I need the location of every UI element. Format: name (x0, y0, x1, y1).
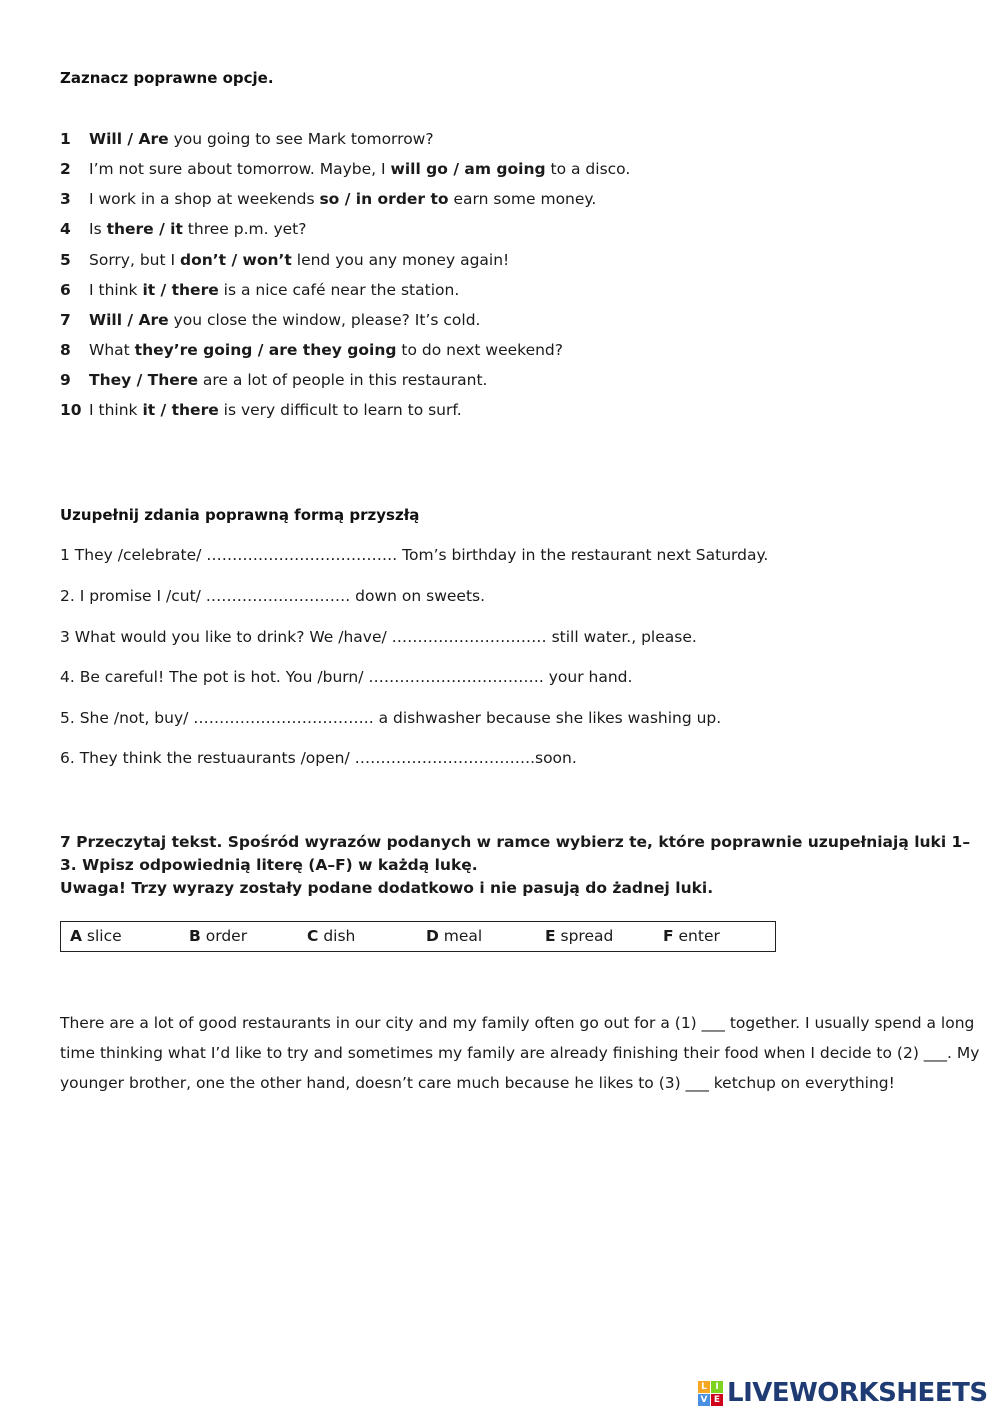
question-text-after: is a nice café near the station. (218, 281, 460, 299)
question-number: 7 (60, 311, 71, 329)
fill-in-sentence[interactable]: 5. She /not, buy/ …………………………….. a dishwasher because she likes washing up. (60, 709, 722, 727)
question-text-after: is very difficult to learn to surf. (218, 401, 462, 419)
instruction-line: 7 Przeczytaj tekst. Spośród wyrazów podanych w ramce wybierz te, które poprawnie uzupełniają luki 1– (60, 833, 971, 851)
fill-in-sentence[interactable]: 3 What would you like to drink? We /have/ ………………………… still water., please. (60, 628, 697, 646)
question-item (60, 159, 630, 179)
option-word: slice (82, 927, 122, 945)
option-letter: F (663, 927, 674, 945)
question-text-after: to a disco. (545, 160, 631, 178)
logo-tile: V (698, 1394, 710, 1406)
question-number: 4 (60, 220, 71, 238)
answer-options[interactable]: it / there (142, 281, 219, 299)
option-letter: C (307, 927, 319, 945)
task7-instructions (60, 831, 971, 900)
word-option (545, 927, 613, 945)
question-text-before: I work in a shop at weekends (89, 190, 320, 208)
reading-text-line[interactable]: younger brother, one the other hand, doesn’t care much because he likes to (3) ___ ketchup on everything! (60, 1074, 895, 1092)
question-text-before: What (89, 341, 135, 359)
question-item (60, 219, 306, 239)
section1-heading: Zaznacz poprawne opcje. (60, 69, 274, 87)
question-text-after: you close the window, please? It’s cold. (168, 311, 481, 329)
fill-in-sentence[interactable]: 4. Be careful! The pot is hot. You /burn/ ……………………………. your hand. (60, 668, 633, 686)
question-item (60, 129, 434, 149)
question-number: 8 (60, 341, 71, 359)
question-text-before: Sorry, but I (89, 251, 180, 269)
answer-options[interactable]: there / it (106, 220, 183, 238)
answer-options[interactable]: so / in order to (319, 190, 449, 208)
option-letter: A (70, 927, 82, 945)
answer-options[interactable]: Will / Are (89, 311, 169, 329)
answer-options[interactable]: will go / am going (390, 160, 546, 178)
word-option (307, 927, 355, 945)
question-item (60, 400, 462, 420)
section2-heading: Uzupełnij zdania poprawną formą przyszłą (60, 506, 420, 524)
question-number: 5 (60, 251, 71, 269)
option-letter: E (545, 927, 556, 945)
question-text-after: lend you any money again! (291, 251, 510, 269)
word-option (70, 927, 122, 945)
word-option (189, 927, 247, 945)
question-text-after: three p.m. yet? (182, 220, 307, 238)
word-option (426, 927, 482, 945)
reading-text-line[interactable]: There are a lot of good restaurants in our city and my family often go out for a (1) ___ together. I usually spend a long (60, 1014, 975, 1032)
fill-in-sentence[interactable]: 1 They /celebrate/ ………………………………. Tom’s birthday in the restaurant next Saturday. (60, 546, 769, 564)
option-word: order (200, 927, 248, 945)
logo-mark-icon (698, 1381, 723, 1406)
question-item (60, 189, 596, 209)
reading-text (60, 1008, 980, 1098)
liveworksheets-logo (698, 1379, 988, 1407)
question-text-before: I’m not sure about tomorrow. Maybe, I (89, 160, 391, 178)
logo-text: LIVEWORKSHEETS (727, 1378, 988, 1408)
option-word: meal (438, 927, 483, 945)
option-word: enter (673, 927, 720, 945)
question-number: 2 (60, 160, 71, 178)
question-text-after: are a lot of people in this restaurant. (197, 371, 488, 389)
instruction-line: Uwaga! Trzy wyrazy zostały podane dodatkowo i nie pasują do żadnej luki. (60, 879, 714, 897)
option-letter: D (426, 927, 439, 945)
question-item (60, 340, 563, 360)
question-text-before: I think (89, 401, 143, 419)
question-number: 9 (60, 371, 71, 389)
answer-options[interactable]: Will / Are (89, 130, 169, 148)
answer-options[interactable]: don’t / won’t (180, 251, 292, 269)
question-number: 6 (60, 281, 71, 299)
question-text-before: Is (89, 220, 107, 238)
logo-tile: I (711, 1381, 723, 1393)
fill-in-sentence[interactable]: 2. I promise I /cut/ ………………………. down on sweets. (60, 587, 486, 605)
instruction-line: 3. Wpisz odpowiednią literę (A–F) w każdą lukę. (60, 856, 478, 874)
question-text-after: earn some money. (448, 190, 597, 208)
word-option (663, 927, 720, 945)
question-item (60, 370, 487, 390)
question-text-after: to do next weekend? (396, 341, 563, 359)
question-number: 10 (60, 401, 82, 419)
question-text-after: you going to see Mark tomorrow? (168, 130, 434, 148)
answer-options[interactable]: They / There (89, 371, 198, 389)
question-item (60, 280, 459, 300)
option-letter: B (189, 927, 201, 945)
answer-options[interactable]: it / there (142, 401, 219, 419)
question-number: 3 (60, 190, 71, 208)
fill-in-sentence[interactable]: 6. They think the restuaurants /open/ ……………………………..soon. (60, 749, 577, 767)
question-text-before: I think (89, 281, 143, 299)
answer-options[interactable]: they’re going / are they going (134, 341, 397, 359)
logo-tile: L (698, 1381, 710, 1393)
question-item (60, 250, 509, 270)
word-box (60, 921, 776, 952)
question-item (60, 310, 480, 330)
reading-text-line[interactable]: time thinking what I’d like to try and sometimes my family are already finishing their food when I decide to (2) ___. My (60, 1044, 980, 1062)
question-number: 1 (60, 130, 71, 148)
option-word: spread (555, 927, 614, 945)
option-word: dish (318, 927, 356, 945)
logo-tile: E (711, 1394, 723, 1406)
